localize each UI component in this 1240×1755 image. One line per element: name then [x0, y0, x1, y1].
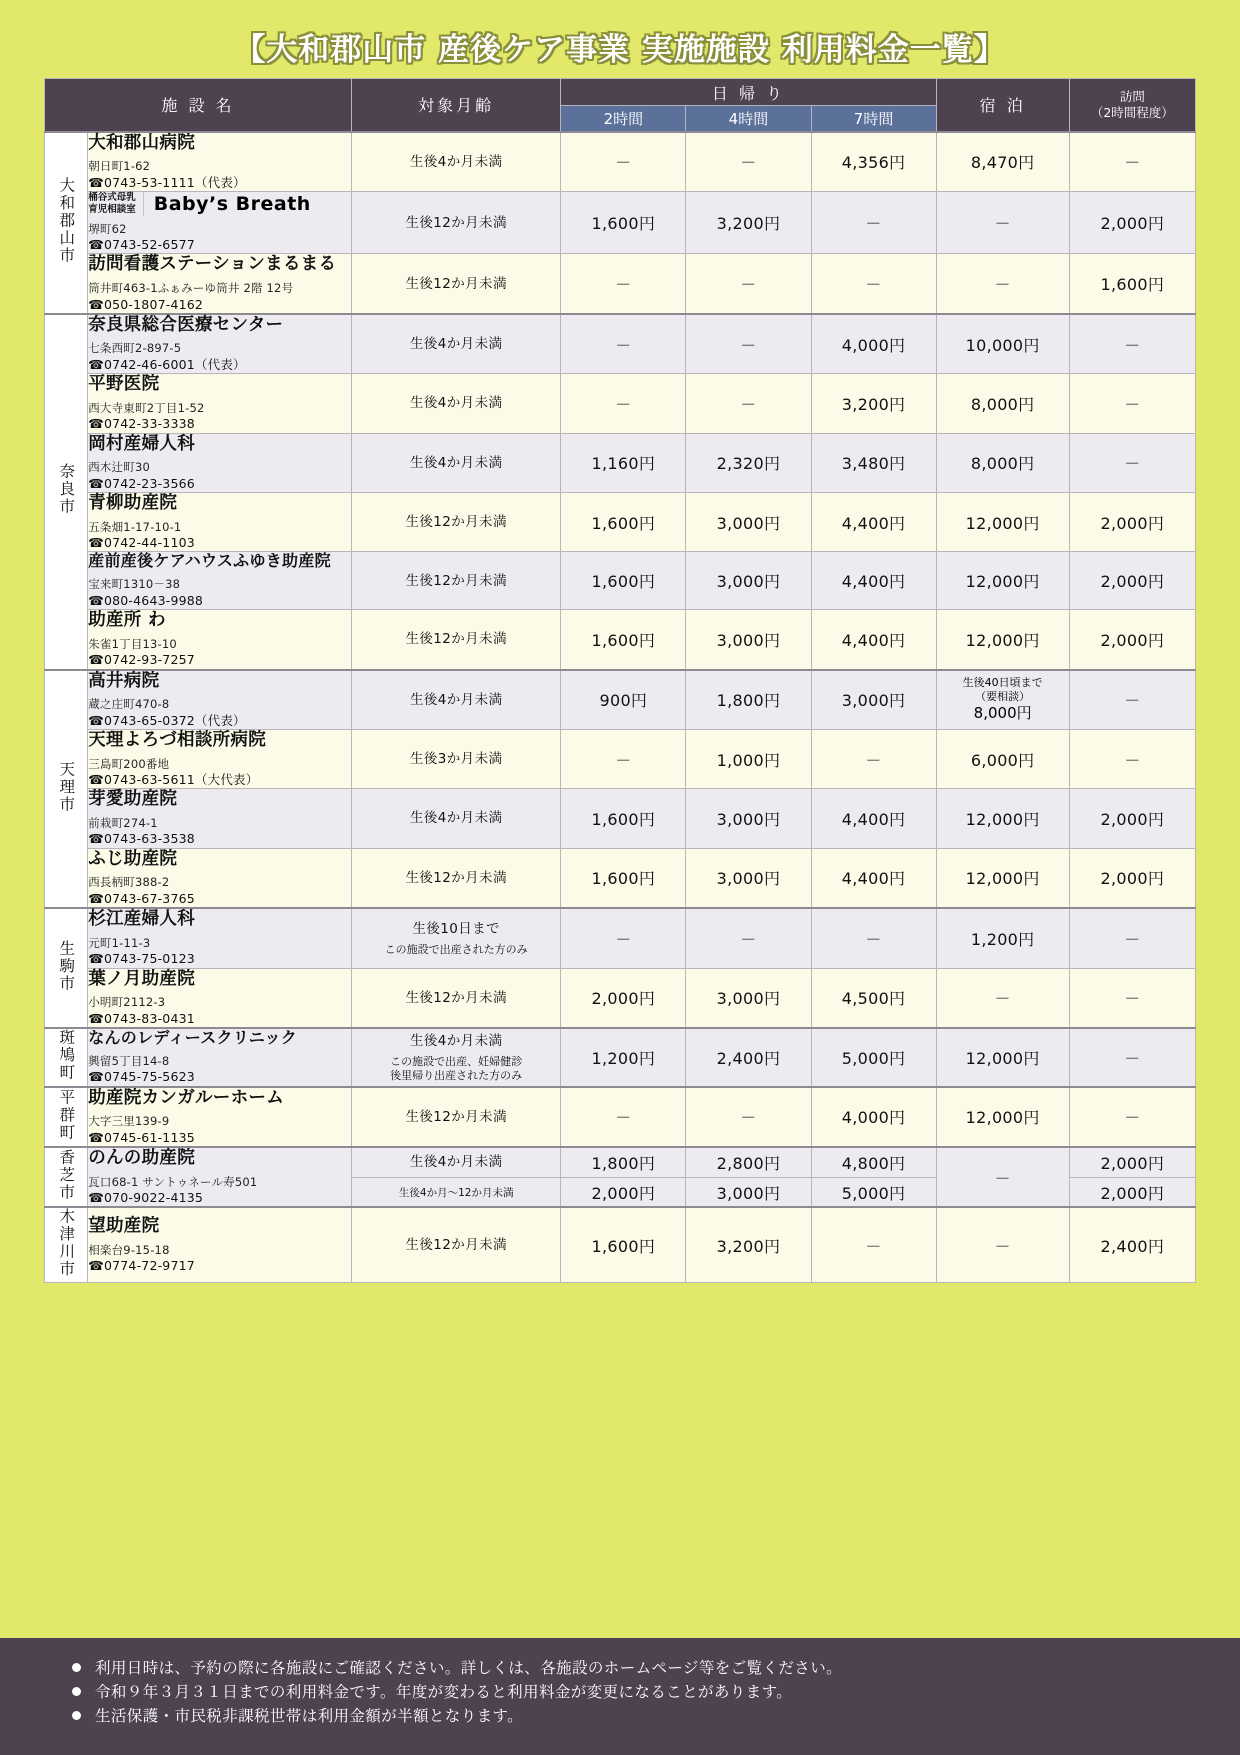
cell-visit: 2,000円	[1069, 493, 1195, 552]
age-main: 生後12か月未満	[405, 275, 507, 292]
cell-hours-4: 3,200円	[686, 1207, 811, 1283]
table-row	[45, 610, 1196, 670]
facility-name: 助産院カンガルーホーム	[88, 1087, 285, 1108]
age-main: 生後4か月未満	[409, 1032, 503, 1049]
cell-stay: 12,000円	[936, 552, 1069, 610]
fee-table	[44, 78, 1196, 1283]
table-row	[45, 670, 1196, 730]
cell-facility	[88, 1207, 352, 1283]
cell-hours-4: 3,000円	[686, 552, 811, 610]
facility-name: ふじ助産院	[88, 848, 178, 869]
th-hours-7: 7時間	[811, 106, 936, 132]
cell-hours-4: －	[686, 908, 811, 968]
th-visit	[1069, 79, 1195, 132]
age-main: 生後4か月未満	[409, 153, 503, 170]
facility-name: 芽愛助産院	[88, 789, 178, 810]
cell-age	[352, 968, 561, 1028]
cell-hours-7: 4,400円	[811, 552, 936, 610]
facility-name: 訪問看護ステーションまるまる	[88, 254, 337, 275]
facility-name: 望助産院	[88, 1216, 160, 1237]
cell-hours-2: 2,000円	[561, 968, 686, 1028]
table-row	[45, 314, 1196, 374]
cell-visit: 2,000円	[1069, 848, 1195, 908]
cell-stay: 8,000円	[936, 433, 1069, 492]
cell-stay: 12,000円	[936, 610, 1069, 670]
th-stay: 宿 泊	[936, 79, 1069, 132]
city-label-text: 木津川市	[57, 1208, 76, 1279]
age-main: 生後4か月未満	[409, 810, 503, 827]
cell-hours-7: 3,200円	[811, 374, 936, 433]
cell-stay: －	[936, 1207, 1069, 1283]
cell-hours-4: －	[686, 1087, 811, 1147]
cell-hours-7: 4,000円	[811, 314, 936, 374]
cell-stay: －	[936, 254, 1069, 314]
cell-stay: 12,000円	[936, 1087, 1069, 1147]
cell-visit: －	[1069, 132, 1195, 192]
age-note: この施設で出産された方のみ	[384, 943, 528, 957]
cell-hours-4: 1,000円	[686, 729, 811, 788]
cell-hours-4: －	[686, 132, 811, 192]
facility-address: 西木辻町30	[88, 460, 151, 475]
cell-facility	[88, 254, 352, 314]
city-label	[45, 1147, 88, 1207]
city-label-text: 平群町	[57, 1088, 76, 1142]
facility-name: 産前産後ケアハウスふゆき助産院	[88, 551, 331, 571]
cell-age	[352, 433, 561, 492]
cell-facility	[88, 848, 352, 908]
cell-hours-4: 1,800円	[686, 670, 811, 730]
age-main: 生後3か月未満	[409, 750, 503, 767]
bullet-icon	[72, 1663, 81, 1672]
facility-address: 蔵之庄町470-8	[88, 697, 170, 712]
cell-age	[352, 670, 561, 730]
table-row	[45, 968, 1196, 1028]
cell-hours-2: 1,600円	[561, 493, 686, 552]
facility-name-block	[88, 192, 351, 216]
cell-hours-2: －	[561, 908, 686, 968]
cell-hours-2: 1,160円	[561, 433, 686, 492]
cell-facility	[88, 729, 352, 788]
cell-age	[352, 610, 561, 670]
facility-phone: ☎0742-44-1103	[88, 535, 195, 551]
cell-hours-2: －	[561, 374, 686, 433]
table-row	[45, 908, 1196, 968]
city-label	[45, 1207, 88, 1283]
cell-hours-2: 1,600円	[561, 552, 686, 610]
age-main: 生後12か月未満	[405, 631, 507, 648]
facility-phone: ☎050-1807-4162	[88, 296, 204, 312]
facility-address: 朱雀1丁目13-10	[88, 636, 177, 651]
th-hours-2: 2時間	[561, 106, 686, 132]
note-text: 令和９年３月３１日までの利用料金です。年度が変わると利用料金が変更になることがあります。	[95, 1683, 793, 1702]
cell-age	[352, 374, 561, 433]
table-row	[45, 789, 1196, 848]
cell-hours-2: 1,600円	[561, 191, 686, 254]
cell-age	[352, 493, 561, 552]
cell-stay: －	[936, 1147, 1069, 1207]
city-label-text: 生駒市	[57, 939, 76, 993]
bullet-icon	[72, 1711, 81, 1720]
cell-facility	[88, 1147, 352, 1207]
facility-phone: ☎0743-75-0123	[88, 951, 195, 967]
facility-name: 青柳助産院	[88, 493, 178, 514]
table-header	[45, 79, 1196, 132]
facility-phone: ☎0742-33-3338	[88, 416, 195, 432]
facility-name: 大和郡山病院	[88, 132, 196, 153]
cell-hours-4: 3,000円	[686, 968, 811, 1028]
table-row	[45, 191, 1196, 254]
city-label-text: 奈良市	[57, 463, 76, 516]
age-note: この施設で出産、妊婦健診 後里帰り出産された方のみ	[390, 1055, 523, 1083]
cell-hours-4: 2,320円	[686, 433, 811, 492]
facility-name: 助産所 わ	[88, 610, 166, 631]
cell-facility	[88, 789, 352, 848]
table-row	[45, 374, 1196, 433]
cell-hours-7: 4,000円	[811, 1087, 936, 1147]
cell-hours-7: 4,500円	[811, 968, 936, 1028]
stay-price: 8,000円	[973, 704, 1032, 723]
cell-hours-4: 3,000円	[686, 848, 811, 908]
facility-address: 筒井町463-1ふぁみーゆ筒井 2階 12号	[88, 281, 294, 296]
age-main: 生後12か月未満	[405, 214, 507, 231]
facility-phone: ☎0745-75-5623	[88, 1069, 195, 1085]
cell-facility	[88, 552, 352, 610]
title-bar	[0, 0, 1240, 78]
cell-hours-7: －	[811, 908, 936, 968]
cell-hours-7: 5,000円	[811, 1028, 936, 1087]
cell-hours-7: 4,400円	[811, 789, 936, 848]
city-label	[45, 132, 88, 314]
cell-age	[352, 789, 561, 848]
stay-note: 生後40日頃まで （要相談）	[962, 675, 1043, 704]
age-main: 生後12か月未満	[405, 869, 507, 886]
facility-phone: ☎0743-63-3538	[88, 831, 195, 847]
table-row	[45, 1087, 1196, 1147]
cell-hours-2: －	[561, 254, 686, 314]
cell-visit: －	[1069, 968, 1195, 1028]
facility-address: 小明町2112-3	[88, 995, 166, 1010]
cell-stay: 8,000円	[936, 374, 1069, 433]
cell-facility	[88, 968, 352, 1028]
cell-visit: －	[1069, 908, 1195, 968]
cell-hours-7: 4,400円	[811, 610, 936, 670]
facility-address: 瓦口68-1 サントゥネール寿501	[88, 1174, 258, 1189]
cell-hours-7: －	[811, 254, 936, 314]
note-text: 利用日時は、予約の際に各施設にご確認ください。詳しくは、各施設のホームページ等をご覧ください。	[95, 1659, 842, 1677]
cell-hours-2: 1,600円	[561, 848, 686, 908]
table-row	[45, 729, 1196, 788]
facility-phone: ☎0743-52-6577	[88, 237, 195, 253]
facility-phone: ☎0743-65-0372（代表）	[88, 712, 246, 728]
footer-notes	[0, 1638, 1240, 1755]
table-row	[45, 433, 1196, 492]
facility-phone: ☎0745-61-1135	[88, 1129, 195, 1145]
city-label	[45, 314, 88, 670]
th-hours-4: 4時間	[686, 106, 811, 132]
cell-facility	[88, 610, 352, 670]
cell-stay: 8,470円	[936, 132, 1069, 192]
cell-visit: －	[1069, 1028, 1195, 1087]
facility-name: Baby’s Breath	[153, 192, 311, 215]
table-row	[45, 1147, 1196, 1177]
cell-hours-4: 3,000円	[686, 1177, 811, 1207]
cell-hours-7: 4,356円	[811, 132, 936, 192]
cell-stay	[936, 670, 1069, 730]
facility-phone: ☎0774-72-9717	[88, 1258, 195, 1274]
cell-hours-2: －	[561, 132, 686, 192]
cell-age	[352, 1028, 561, 1087]
table-body	[45, 132, 1196, 1283]
cell-hours-4: 2,800円	[686, 1147, 811, 1177]
cell-hours-4: 3,000円	[686, 789, 811, 848]
cell-visit: －	[1069, 729, 1195, 788]
facility-phone: ☎0743-53-1111（代表）	[88, 174, 246, 190]
cell-hours-2: 900円	[561, 670, 686, 730]
cell-hours-7: 4,400円	[811, 493, 936, 552]
facility-phone: ☎0742-23-3566	[88, 475, 195, 491]
cell-hours-2: 1,200円	[561, 1028, 686, 1087]
facility-address: 大字三里139-9	[88, 1114, 170, 1129]
facility-name: なんのレディースクリニック	[88, 1027, 298, 1047]
table-row	[45, 493, 1196, 552]
cell-stay: 12,000円	[936, 848, 1069, 908]
cell-visit: 2,000円	[1069, 191, 1195, 254]
cell-hours-7: －	[811, 1207, 936, 1283]
cell-hours-2: 1,800円	[561, 1147, 686, 1177]
cell-stay: 12,000円	[936, 493, 1069, 552]
city-label	[45, 1028, 88, 1087]
age-main: 生後4か月未満	[409, 335, 503, 352]
cell-visit: 2,000円	[1069, 1177, 1195, 1207]
cell-visit: －	[1069, 670, 1195, 730]
facility-phone: ☎0742-93-7257	[88, 652, 195, 668]
facility-name: 葉ノ月助産院	[88, 968, 196, 989]
facility-name: 奈良県総合医療センター	[88, 314, 284, 335]
cell-hours-7: －	[811, 191, 936, 254]
facility-name: のんの助産院	[88, 1147, 196, 1168]
age-main: 生後12か月未満	[405, 1237, 507, 1254]
cell-visit: 2,000円	[1069, 552, 1195, 610]
table-row	[45, 1028, 1196, 1087]
cell-stay: 6,000円	[936, 729, 1069, 788]
city-label	[45, 670, 88, 909]
facility-address: 元町1-11-3	[88, 935, 151, 950]
cell-visit: －	[1069, 374, 1195, 433]
cell-visit: －	[1069, 1087, 1195, 1147]
age-main: 生後4か月未満	[409, 691, 503, 708]
cell-hours-4: －	[686, 254, 811, 314]
age-main: 生後12か月未満	[405, 989, 507, 1006]
city-label	[45, 1087, 88, 1147]
cell-facility	[88, 1028, 352, 1087]
cell-hours-7: 4,400円	[811, 848, 936, 908]
city-label-text: 天理市	[57, 760, 76, 814]
cell-facility	[88, 314, 352, 374]
cell-hours-7: 3,480円	[811, 433, 936, 492]
cell-age: 生後4か月未満	[352, 1147, 561, 1177]
cell-stay: 12,000円	[936, 1028, 1069, 1087]
cell-visit: －	[1069, 314, 1195, 374]
cell-age	[352, 314, 561, 374]
facility-name: 杉江産婦人科	[88, 909, 196, 930]
facility-address: 興留5丁目14-8	[88, 1053, 170, 1068]
note-item	[0, 1704, 1240, 1728]
facility-phone: ☎080-4643-9988	[88, 592, 204, 608]
age-main: 生後4か月未満	[409, 454, 503, 471]
cell-facility	[88, 908, 352, 968]
table-row	[45, 254, 1196, 314]
cell-hours-4: 3,000円	[686, 610, 811, 670]
cell-hours-4: 3,200円	[686, 191, 811, 254]
facility-name: 天理よろづ相談所病院	[88, 729, 267, 750]
cell-facility	[88, 132, 352, 192]
cell-hours-2: 1,600円	[561, 610, 686, 670]
facility-address: 七条西町2-897-5	[88, 341, 182, 356]
city-label-text: 大和郡山市	[57, 176, 76, 265]
bullet-icon	[72, 1687, 81, 1696]
cell-hours-2: 1,600円	[561, 1207, 686, 1283]
cell-age	[352, 908, 561, 968]
cell-stay: 10,000円	[936, 314, 1069, 374]
th-facility: 施 設 名	[45, 79, 352, 132]
age-main: 生後12か月未満	[405, 572, 507, 589]
facility-phone: ☎0743-67-3765	[88, 890, 195, 906]
note-item	[0, 1656, 1240, 1680]
facility-address: 西長柄町388-2	[88, 875, 170, 890]
th-daytrip: 日 帰 り	[561, 79, 936, 106]
age-main: 生後10日まで	[412, 921, 500, 938]
cell-age	[352, 552, 561, 610]
cell-stay: 12,000円	[936, 789, 1069, 848]
cell-age	[352, 1177, 561, 1207]
facility-name: 岡村産婦人科	[88, 433, 196, 454]
cell-hours-2: 2,000円	[561, 1177, 686, 1207]
cell-stay: 1,200円	[936, 908, 1069, 968]
table-row	[45, 1207, 1196, 1283]
cell-facility	[88, 493, 352, 552]
facility-address: 五条畑1-17-10-1	[88, 519, 182, 534]
cell-hours-7: －	[811, 729, 936, 788]
cell-hours-4: －	[686, 314, 811, 374]
cell-hours-2: －	[561, 729, 686, 788]
facility-phone: ☎0742-46-6001（代表）	[88, 356, 246, 372]
th-visit-line2: （2時間程度）	[1090, 104, 1174, 120]
note-item	[0, 1680, 1240, 1704]
city-label	[45, 908, 88, 1028]
facility-address: 三島町200番地	[88, 756, 170, 771]
facility-address: 朝日町1-62	[88, 159, 151, 174]
facility-name: 高井病院	[88, 670, 160, 691]
cell-facility	[88, 191, 352, 254]
facility-address: 宝来町1310－38	[88, 577, 181, 592]
cell-age	[352, 848, 561, 908]
table-container	[0, 78, 1240, 1283]
table-row	[45, 132, 1196, 192]
cell-stay: －	[936, 191, 1069, 254]
page-title: 【大和郡山市 産後ケア事業 実施施設 利用料金一覧】	[234, 31, 1006, 68]
facility-address: 西大寺東町2丁目1-52	[88, 400, 205, 415]
cell-visit: 2,000円	[1069, 610, 1195, 670]
facility-phone: ☎0743-63-5611（大代表）	[88, 772, 259, 788]
cell-hours-4: －	[686, 374, 811, 433]
cell-facility	[88, 374, 352, 433]
cell-hours-7: 5,000円	[811, 1177, 936, 1207]
age-main: 生後12か月未満	[405, 1108, 507, 1125]
cell-hours-4: 3,000円	[686, 493, 811, 552]
facility-subtitle: 桶谷式母乳 育児相談室	[88, 192, 144, 216]
cell-visit: －	[1069, 433, 1195, 492]
cell-hours-7: 4,800円	[811, 1147, 936, 1177]
th-age: 対象月齢	[352, 79, 561, 132]
facility-address: 前栽町274-1	[88, 815, 158, 830]
city-label-text: 香芝市	[57, 1148, 76, 1202]
cell-hours-2: －	[561, 1087, 686, 1147]
cell-age	[352, 191, 561, 254]
note-text: 生活保護・市民税非課税世帯は利用金額が半額となります。	[95, 1707, 524, 1726]
city-label-text: 斑鳩町	[57, 1029, 76, 1082]
facility-address: 相楽台9-15-18	[88, 1242, 170, 1257]
table-row	[45, 848, 1196, 908]
cell-hours-4: 2,400円	[686, 1028, 811, 1087]
cell-facility	[88, 433, 352, 492]
age-main: 生後4か月未満	[409, 395, 503, 412]
cell-hours-2: 1,600円	[561, 789, 686, 848]
cell-age	[352, 729, 561, 788]
cell-visit: 2,400円	[1069, 1207, 1195, 1283]
cell-visit: 1,600円	[1069, 254, 1195, 314]
cell-age	[352, 254, 561, 314]
cell-facility	[88, 1087, 352, 1147]
cell-visit: 2,000円	[1069, 1147, 1195, 1177]
facility-phone: ☎0743-83-0431	[88, 1010, 195, 1026]
age-main: 生後12か月未満	[405, 514, 507, 531]
facility-phone: ☎070-9022-4135	[88, 1190, 204, 1206]
cell-age	[352, 1087, 561, 1147]
cell-hours-2: －	[561, 314, 686, 374]
facility-address: 堺町62	[88, 221, 127, 236]
cell-age	[352, 132, 561, 192]
age-main: 生後4か月～12か月未満	[398, 1186, 514, 1199]
cell-facility	[88, 670, 352, 730]
cell-age	[352, 1207, 561, 1283]
cell-visit: 2,000円	[1069, 789, 1195, 848]
th-visit-line1: 訪問	[1119, 89, 1145, 105]
cell-stay: －	[936, 968, 1069, 1028]
table-row	[45, 552, 1196, 610]
cell-hours-7: 3,000円	[811, 670, 936, 730]
facility-name: 平野医院	[88, 374, 160, 395]
